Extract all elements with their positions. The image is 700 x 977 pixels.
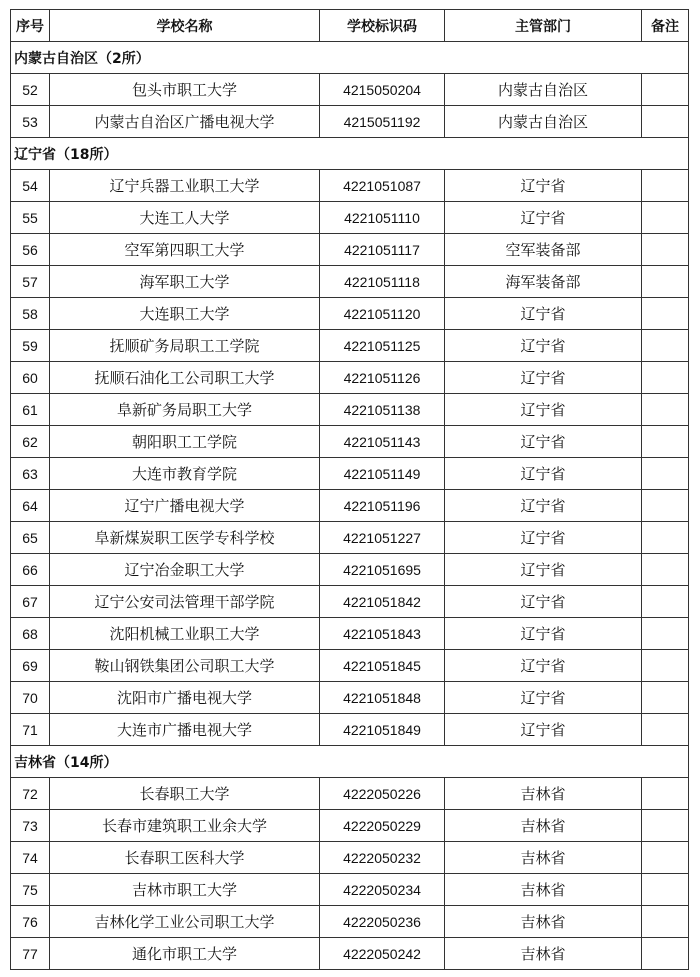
table-row bbox=[11, 586, 689, 618]
note bbox=[642, 394, 689, 426]
school-code: 4221051138 bbox=[320, 394, 445, 426]
table-row bbox=[11, 522, 689, 554]
table-row bbox=[11, 234, 689, 266]
department: 辽宁省 bbox=[445, 490, 642, 522]
row-number: 55 bbox=[11, 202, 50, 234]
school-code: 4222050229 bbox=[320, 810, 445, 842]
school-code: 4221051695 bbox=[320, 554, 445, 586]
row-number: 63 bbox=[11, 458, 50, 490]
table-row bbox=[11, 906, 689, 938]
department: 辽宁省 bbox=[445, 714, 642, 746]
table-row bbox=[11, 394, 689, 426]
school-name: 海军职工大学 bbox=[50, 266, 320, 298]
department: 辽宁省 bbox=[445, 298, 642, 330]
header-department: 主管部门 bbox=[445, 10, 642, 42]
department: 内蒙古自治区 bbox=[445, 106, 642, 138]
school-name: 沈阳市广播电视大学 bbox=[50, 682, 320, 714]
row-number: 66 bbox=[11, 554, 50, 586]
school-code: 4221051110 bbox=[320, 202, 445, 234]
school-name: 辽宁冶金职工大学 bbox=[50, 554, 320, 586]
row-number: 57 bbox=[11, 266, 50, 298]
table-row bbox=[11, 74, 689, 106]
note bbox=[642, 874, 689, 906]
school-name: 内蒙古自治区广播电视大学 bbox=[50, 106, 320, 138]
table-row bbox=[11, 426, 689, 458]
school-code: 4221051849 bbox=[320, 714, 445, 746]
school-code: 4221051118 bbox=[320, 266, 445, 298]
school-code: 4221051843 bbox=[320, 618, 445, 650]
note bbox=[642, 266, 689, 298]
school-code: 4222050232 bbox=[320, 842, 445, 874]
school-code: 4221051125 bbox=[320, 330, 445, 362]
row-number: 56 bbox=[11, 234, 50, 266]
school-code: 4222050234 bbox=[320, 874, 445, 906]
table-row bbox=[11, 874, 689, 906]
school-code: 4221051149 bbox=[320, 458, 445, 490]
row-number: 71 bbox=[11, 714, 50, 746]
row-number: 59 bbox=[11, 330, 50, 362]
section-row bbox=[11, 138, 689, 170]
row-number: 58 bbox=[11, 298, 50, 330]
school-name: 长春市建筑职工业余大学 bbox=[50, 810, 320, 842]
table-row bbox=[11, 170, 689, 202]
note bbox=[642, 522, 689, 554]
table-row bbox=[11, 842, 689, 874]
department: 辽宁省 bbox=[445, 682, 642, 714]
note bbox=[642, 170, 689, 202]
school-name: 大连工人大学 bbox=[50, 202, 320, 234]
note bbox=[642, 778, 689, 810]
school-code: 4221051196 bbox=[320, 490, 445, 522]
note bbox=[642, 426, 689, 458]
row-number: 72 bbox=[11, 778, 50, 810]
school-code: 4215050204 bbox=[320, 74, 445, 106]
note bbox=[642, 106, 689, 138]
school-code: 4222050236 bbox=[320, 906, 445, 938]
section-title: 内蒙古自治区（2所） bbox=[11, 42, 689, 74]
department: 辽宁省 bbox=[445, 426, 642, 458]
note bbox=[642, 682, 689, 714]
school-code: 4221051845 bbox=[320, 650, 445, 682]
department: 吉林省 bbox=[445, 842, 642, 874]
note bbox=[642, 74, 689, 106]
school-name: 包头市职工大学 bbox=[50, 74, 320, 106]
table-row bbox=[11, 778, 689, 810]
department: 空军装备部 bbox=[445, 234, 642, 266]
school-name: 通化市职工大学 bbox=[50, 938, 320, 970]
school-code: 4222050226 bbox=[320, 778, 445, 810]
school-code: 4221051842 bbox=[320, 586, 445, 618]
section-row bbox=[11, 746, 689, 778]
department: 辽宁省 bbox=[445, 458, 642, 490]
note bbox=[642, 458, 689, 490]
department: 辽宁省 bbox=[445, 618, 642, 650]
row-number: 77 bbox=[11, 938, 50, 970]
header-school-code: 学校标识码 bbox=[320, 10, 445, 42]
row-number: 52 bbox=[11, 74, 50, 106]
school-name: 鞍山钢铁集团公司职工大学 bbox=[50, 650, 320, 682]
school-name: 空军第四职工大学 bbox=[50, 234, 320, 266]
school-code: 4221051126 bbox=[320, 362, 445, 394]
department: 吉林省 bbox=[445, 810, 642, 842]
note bbox=[642, 650, 689, 682]
note bbox=[642, 714, 689, 746]
school-name: 辽宁公安司法管理干部学院 bbox=[50, 586, 320, 618]
header-row bbox=[11, 10, 689, 42]
school-code: 4221051143 bbox=[320, 426, 445, 458]
section-row bbox=[11, 42, 689, 74]
table-row bbox=[11, 330, 689, 362]
note bbox=[642, 938, 689, 970]
table-row bbox=[11, 938, 689, 970]
note bbox=[642, 298, 689, 330]
school-code: 4221051120 bbox=[320, 298, 445, 330]
row-number: 62 bbox=[11, 426, 50, 458]
department: 辽宁省 bbox=[445, 650, 642, 682]
table-row bbox=[11, 106, 689, 138]
row-number: 74 bbox=[11, 842, 50, 874]
school-name: 长春职工大学 bbox=[50, 778, 320, 810]
table-row bbox=[11, 810, 689, 842]
department: 辽宁省 bbox=[445, 330, 642, 362]
table-row bbox=[11, 202, 689, 234]
table-row bbox=[11, 618, 689, 650]
department: 辽宁省 bbox=[445, 554, 642, 586]
note bbox=[642, 234, 689, 266]
table-body bbox=[11, 42, 689, 970]
department: 辽宁省 bbox=[445, 394, 642, 426]
department: 辽宁省 bbox=[445, 362, 642, 394]
schools-table bbox=[10, 9, 689, 970]
school-name: 朝阳职工工学院 bbox=[50, 426, 320, 458]
department: 吉林省 bbox=[445, 938, 642, 970]
department: 辽宁省 bbox=[445, 586, 642, 618]
school-name: 大连职工大学 bbox=[50, 298, 320, 330]
department: 海军装备部 bbox=[445, 266, 642, 298]
table-row bbox=[11, 650, 689, 682]
note bbox=[642, 362, 689, 394]
section-title: 吉林省（14所） bbox=[11, 746, 689, 778]
header-note: 备注 bbox=[642, 10, 689, 42]
row-number: 65 bbox=[11, 522, 50, 554]
school-name: 阜新煤炭职工医学专科学校 bbox=[50, 522, 320, 554]
school-name: 大连市广播电视大学 bbox=[50, 714, 320, 746]
school-name: 辽宁广播电视大学 bbox=[50, 490, 320, 522]
department: 辽宁省 bbox=[445, 202, 642, 234]
row-number: 54 bbox=[11, 170, 50, 202]
row-number: 76 bbox=[11, 906, 50, 938]
note bbox=[642, 586, 689, 618]
school-name: 大连市教育学院 bbox=[50, 458, 320, 490]
department: 内蒙古自治区 bbox=[445, 74, 642, 106]
school-code: 4222050242 bbox=[320, 938, 445, 970]
header-no: 序号 bbox=[11, 10, 50, 42]
table-row bbox=[11, 458, 689, 490]
row-number: 73 bbox=[11, 810, 50, 842]
note bbox=[642, 330, 689, 362]
department: 辽宁省 bbox=[445, 522, 642, 554]
note bbox=[642, 202, 689, 234]
school-code: 4221051227 bbox=[320, 522, 445, 554]
row-number: 68 bbox=[11, 618, 50, 650]
row-number: 60 bbox=[11, 362, 50, 394]
table-row bbox=[11, 490, 689, 522]
note bbox=[642, 810, 689, 842]
row-number: 75 bbox=[11, 874, 50, 906]
school-code: 4221051848 bbox=[320, 682, 445, 714]
department: 吉林省 bbox=[445, 906, 642, 938]
row-number: 67 bbox=[11, 586, 50, 618]
header-school-name: 学校名称 bbox=[50, 10, 320, 42]
school-code: 4221051117 bbox=[320, 234, 445, 266]
table-row bbox=[11, 554, 689, 586]
row-number: 69 bbox=[11, 650, 50, 682]
table-row bbox=[11, 714, 689, 746]
note bbox=[642, 618, 689, 650]
school-name: 抚顺矿务局职工工学院 bbox=[50, 330, 320, 362]
note bbox=[642, 842, 689, 874]
table-row bbox=[11, 298, 689, 330]
school-name: 长春职工医科大学 bbox=[50, 842, 320, 874]
school-name: 抚顺石油化工公司职工大学 bbox=[50, 362, 320, 394]
school-name: 沈阳机械工业职工大学 bbox=[50, 618, 320, 650]
row-number: 61 bbox=[11, 394, 50, 426]
school-name: 吉林市职工大学 bbox=[50, 874, 320, 906]
row-number: 70 bbox=[11, 682, 50, 714]
note bbox=[642, 554, 689, 586]
table-row bbox=[11, 682, 689, 714]
school-name: 阜新矿务局职工大学 bbox=[50, 394, 320, 426]
school-name: 吉林化学工业公司职工大学 bbox=[50, 906, 320, 938]
section-title: 辽宁省（18所） bbox=[11, 138, 689, 170]
department: 吉林省 bbox=[445, 874, 642, 906]
department: 吉林省 bbox=[445, 778, 642, 810]
department: 辽宁省 bbox=[445, 170, 642, 202]
school-code: 4221051087 bbox=[320, 170, 445, 202]
table-row bbox=[11, 266, 689, 298]
note bbox=[642, 906, 689, 938]
row-number: 53 bbox=[11, 106, 50, 138]
row-number: 64 bbox=[11, 490, 50, 522]
table-row bbox=[11, 362, 689, 394]
school-name: 辽宁兵器工业职工大学 bbox=[50, 170, 320, 202]
note bbox=[642, 490, 689, 522]
school-code: 4215051192 bbox=[320, 106, 445, 138]
